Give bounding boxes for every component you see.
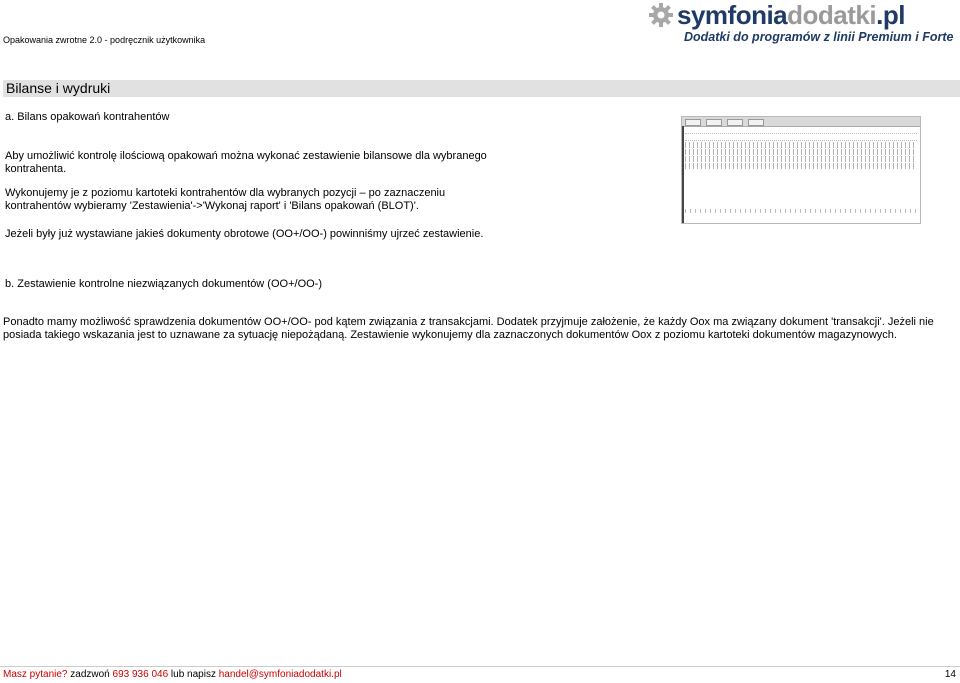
logo-tagline: Dodatki do programów z linii Premium i Forte <box>684 30 954 44</box>
gear-icon <box>648 2 674 28</box>
symfoniadodatki-logo <box>648 0 954 46</box>
footer-email-link[interactable]: handel@symfoniadodatki.pl <box>218 669 342 680</box>
paragraph-4: Ponadto mamy możliwość sprawdzenia dokumentów OO+/OO- pod kątem związania z transakcjami. Dodatek przyjmuje założenie, że każdy Oox ma związany dokument 'transakcji'. Jeżeli nie posiada takiego wskazania jest to uznawane za sytuację niepożądaną. Zestawienie wykonujemy dla zaznaczonych dokumentów Oox z poziomu kartoteki dokumentów magazynowych. <box>3 316 934 341</box>
footer-phone: 693 936 046 <box>112 669 169 680</box>
report-screenshot-image <box>681 116 921 224</box>
footer-call-text: zadzwoń <box>67 669 113 680</box>
page-number: 14 <box>944 669 956 680</box>
paragraph-3: Jeżeli były już wystawiane jakieś dokumenty obrotowe (OO+/OO-) powinniśmy ujrzeć zestawienie. <box>5 228 484 240</box>
footer-or-write-text: lub napisz <box>168 669 219 680</box>
footer-question: Masz pytanie? <box>3 669 68 680</box>
footer-contact <box>3 667 342 683</box>
section-title: Bilanse i wydruki <box>6 80 111 96</box>
subheading-a: a. Bilans opakowań kontrahentów <box>5 111 170 123</box>
screenshot-toolbar <box>682 117 920 127</box>
section-heading-bar <box>3 80 960 97</box>
paragraph-1: Aby umożliwić kontrolę ilościową opakowań można wykonać zestawienie bilansowe dla wybranego kontrahenta. <box>5 150 487 175</box>
logo-wordmark: symfoniadodatki.pl <box>677 0 905 30</box>
paragraph-2: Wykonujemy je z poziomu kartoteki kontrahentów dla wybranych pozycji – po zaznaczeniu kontrahentów wybieramy 'Zestawienia'->'Wykonaj raport' i 'Bilans opakowań (BLOT)'. <box>5 187 446 212</box>
page-footer <box>0 666 960 683</box>
subheading-b: b. Zestawienie kontrolne niezwiązanych dokumentów (OO+/OO-) <box>5 278 323 290</box>
document-header-title: Opakowania zwrotne 2.0 - podręcznik użytkownika <box>3 35 206 45</box>
